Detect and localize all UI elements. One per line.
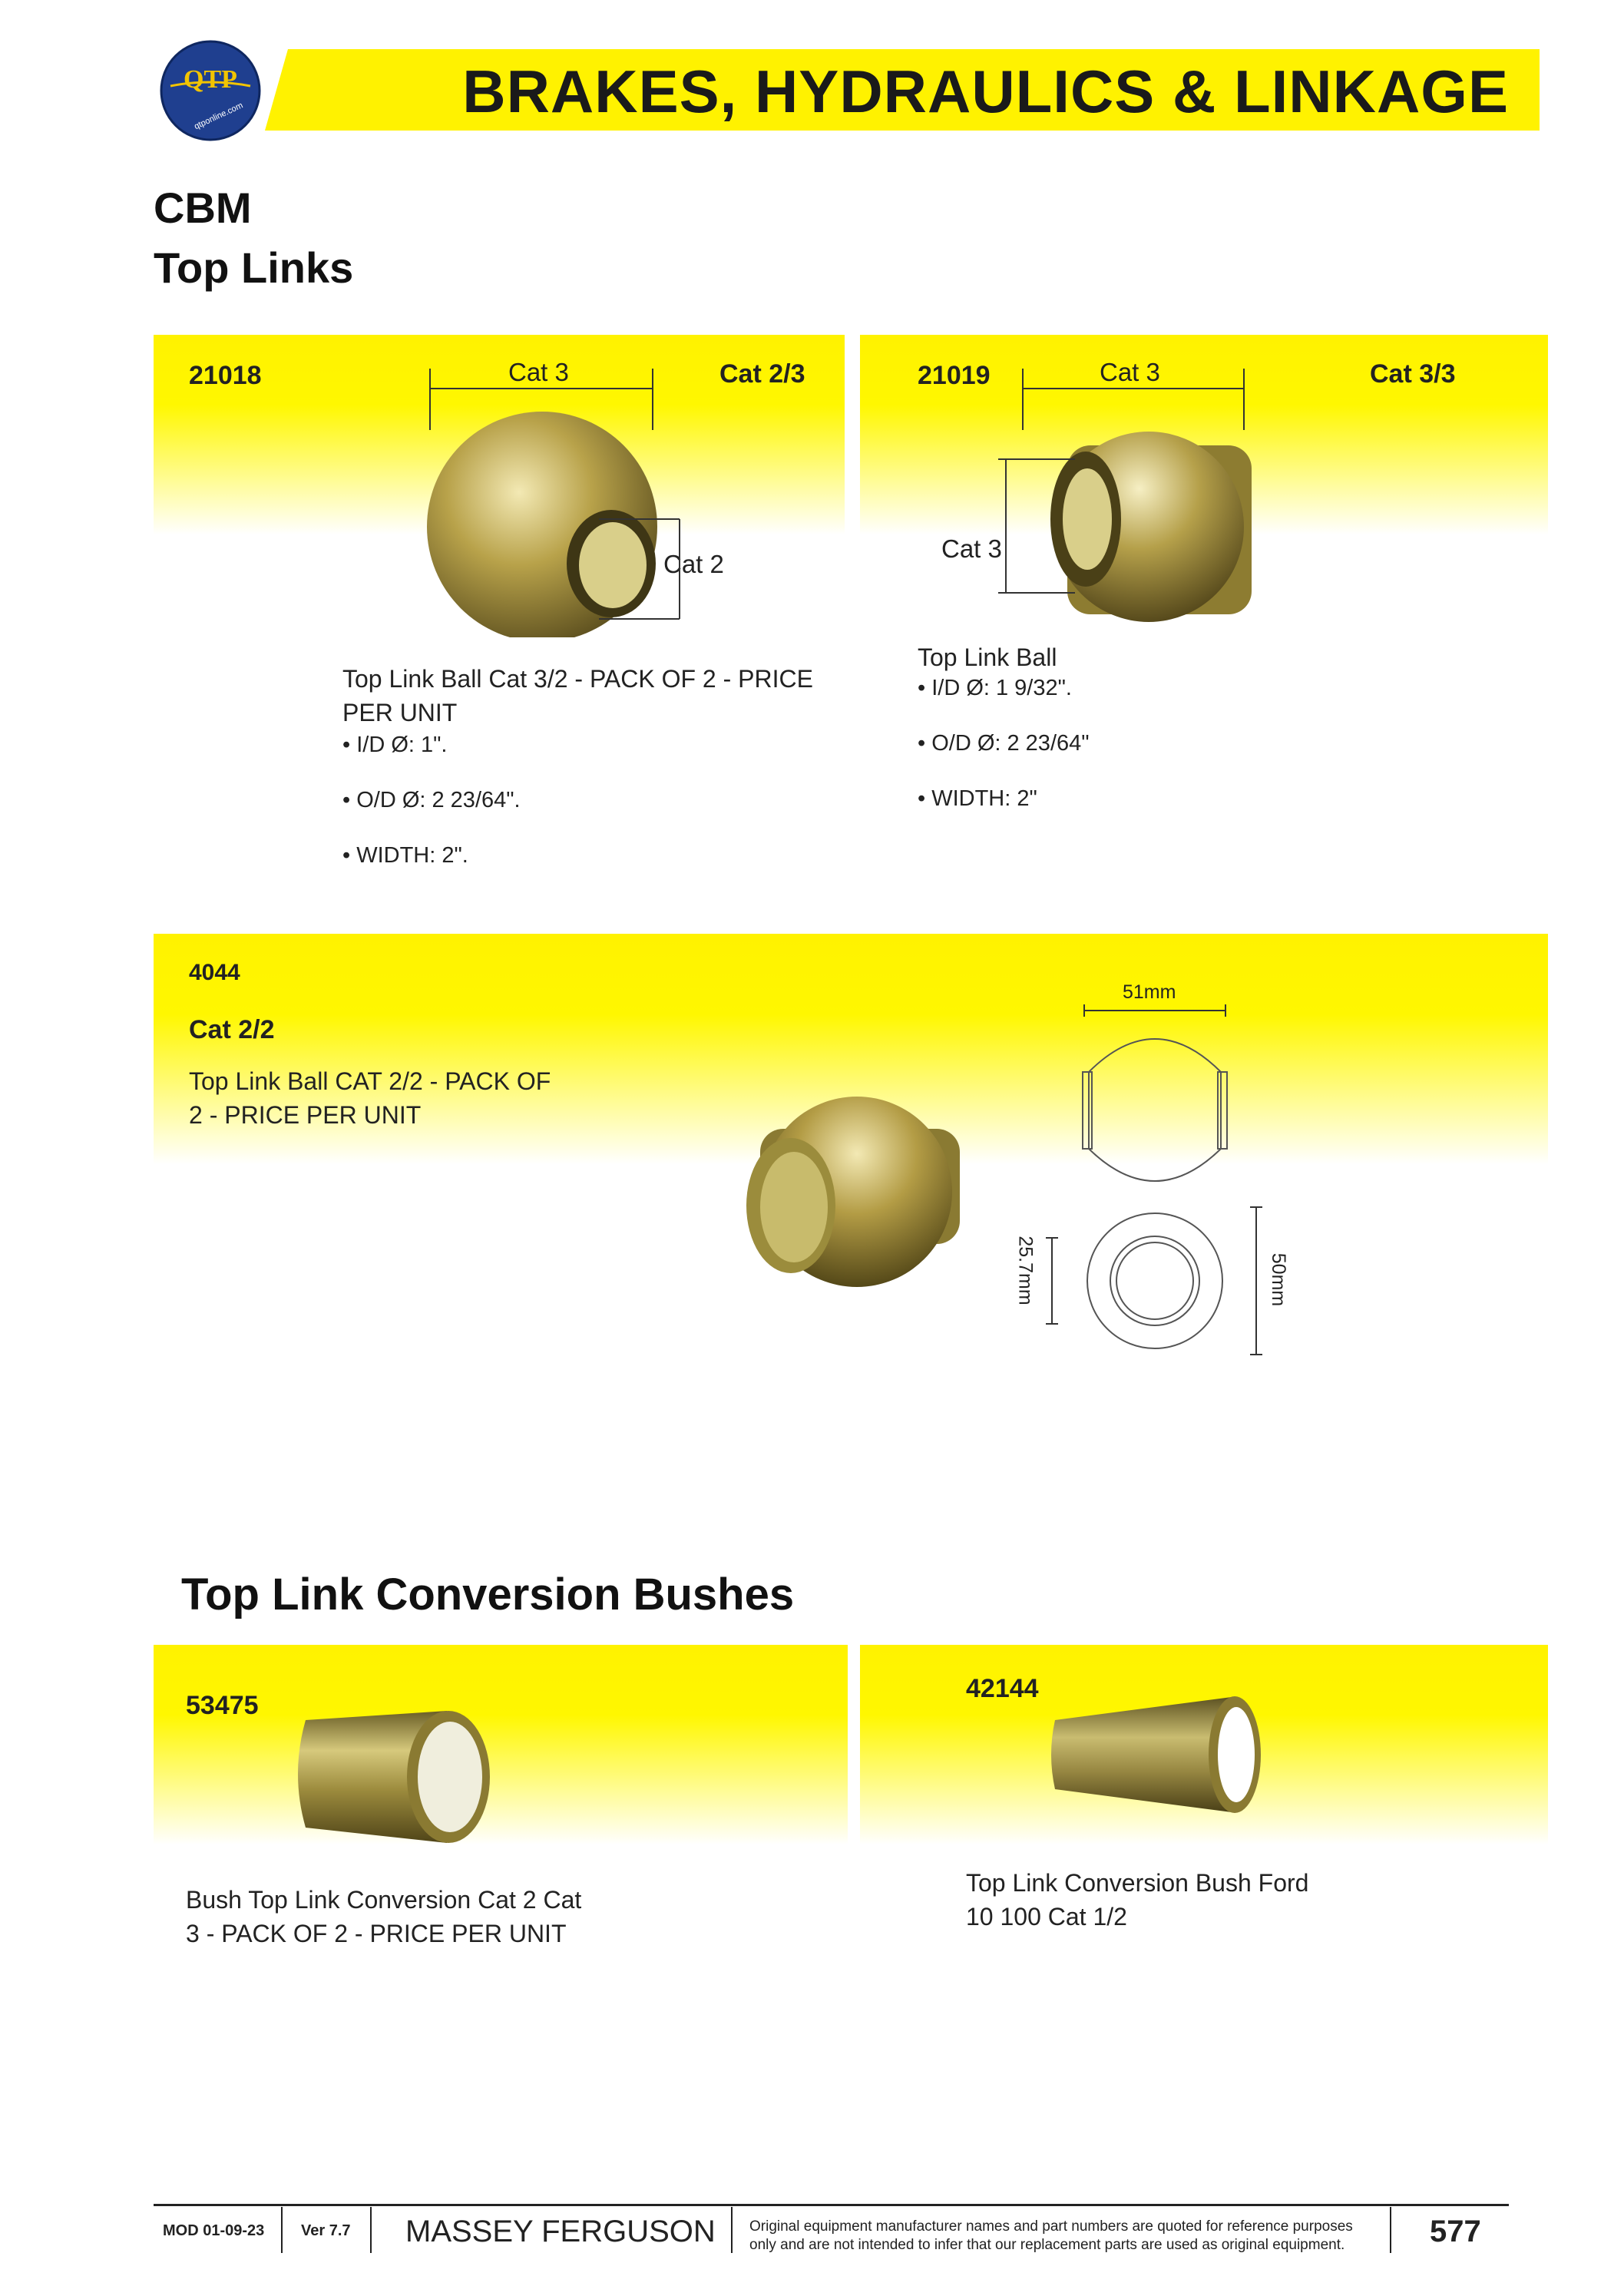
dimension-label-inner: 25.7mm [1014, 1236, 1037, 1305]
footer-version: Ver 7.7 [301, 2222, 351, 2239]
product-description-line1: Bush Top Link Conversion Cat 2 Cat [186, 1886, 582, 1914]
section-title-bushes: Top Link Conversion Bushes [181, 1570, 795, 1619]
product-description-line2: 10 100 Cat 1/2 [966, 1903, 1127, 1930]
dimension-label-side: Cat 3 [941, 534, 1002, 563]
footer-brand: MASSEY FERGUSON [405, 2215, 716, 2248]
product-description-line1: Top Link Conversion Bush Ford [966, 1869, 1309, 1897]
spec-item: • I/D Ø: 1 9/32". [918, 676, 1072, 700]
product-category: Cat 2/3 [719, 359, 805, 389]
product-code: 21018 [189, 361, 262, 390]
product-code: 53475 [186, 1691, 259, 1720]
top-link-ball-image [415, 361, 737, 637]
product-code: 4044 [189, 960, 240, 985]
dimension-label-outer: 50mm [1268, 1252, 1290, 1307]
product-category: Cat 2/2 [189, 1015, 275, 1044]
product-description-line2: 2 - PRICE PER UNIT [189, 1101, 422, 1129]
dimension-drawing [998, 983, 1305, 1367]
product-description-line1: Top Link Ball CAT 2/2 - PACK OF [189, 1067, 551, 1095]
footer-note-line2: only and are not intended to infer that our replacement parts are used as original equipment. [749, 2237, 1345, 2253]
svg-text:qtponline.com: qtponline.com [193, 101, 245, 132]
section-title-cbm: CBM [154, 184, 252, 232]
spec-item: • O/D Ø: 2 23/64" [918, 731, 1090, 756]
product-description: Top Link Ball [918, 643, 1057, 671]
footer-divider [281, 2207, 283, 2253]
spec-item: • O/D Ø: 2 23/64". [342, 788, 521, 812]
product-code: 42144 [966, 1674, 1039, 1703]
product-code: 21019 [918, 361, 991, 390]
section-title-top-links: Top Links [154, 243, 354, 292]
spec-item: • WIDTH: 2" [918, 786, 1037, 811]
qtp-logo [152, 38, 267, 146]
dimension-label-width: 51mm [1123, 981, 1176, 1003]
svg-text:QTP: QTP [184, 65, 237, 94]
page-title: BRAKES, HYDRAULICS & LINKAGE [462, 58, 1509, 125]
top-link-ball-image [714, 1075, 975, 1305]
dimension-label-top: Cat 3 [508, 358, 569, 386]
spec-item: • WIDTH: 2". [342, 843, 468, 868]
product-category: Cat 3/3 [1370, 359, 1456, 389]
footer-mod: MOD 01-09-23 [163, 2222, 265, 2239]
product-panel-53475 [154, 1645, 848, 1844]
conversion-bush-image [1047, 1689, 1278, 1820]
product-description: Top Link Ball Cat 3/2 - PACK OF 2 - PRICE PER UNIT [342, 665, 813, 726]
footer-divider [370, 2207, 372, 2253]
product-description-line2: 3 - PACK OF 2 - PRICE PER UNIT [186, 1920, 567, 1947]
dimension-label-side: Cat 2 [663, 550, 724, 578]
footer-rule [154, 2204, 1509, 2206]
footer-divider [731, 2207, 733, 2253]
spec-item: • I/D Ø: 1". [342, 733, 448, 757]
footer-divider [1390, 2207, 1391, 2253]
page-number: 577 [1430, 2215, 1481, 2248]
footer-note-line1: Original equipment manufacturer names and part numbers are quoted for reference purposes [749, 2218, 1353, 2235]
conversion-bush-image [283, 1708, 498, 1846]
dimension-label-top: Cat 3 [1100, 358, 1160, 386]
top-link-ball-image [967, 361, 1259, 637]
